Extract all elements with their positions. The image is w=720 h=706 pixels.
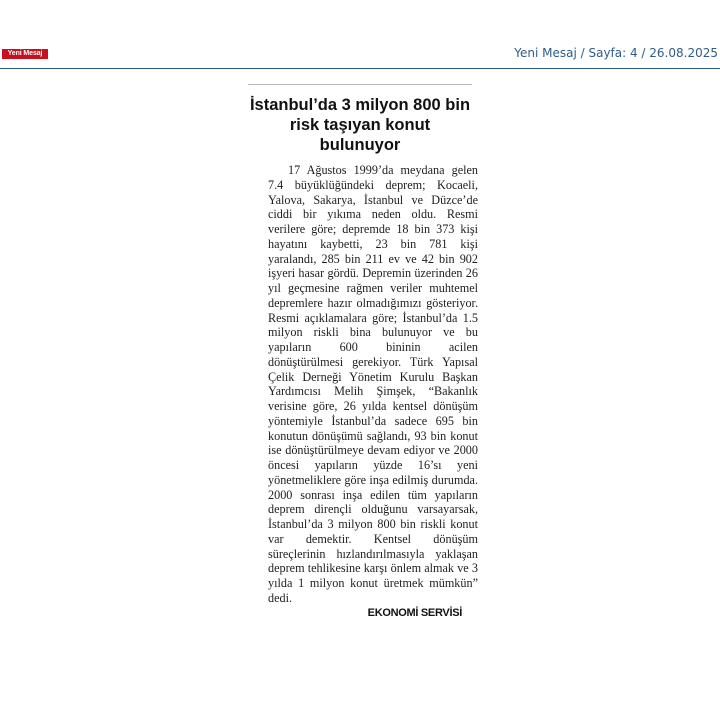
publication-info: Yeni Mesaj / Sayfa: 4 / 26.08.2025: [514, 46, 718, 60]
article-top-divider: [248, 84, 472, 85]
article-body: 17 Ağustos 1999’da meydana gelen 7.4 büyüklüğündeki deprem; Kocaeli, Yalova, Sakarya, İstanbul ve Düzce’de ciddi bir yıkıma neden oldu. Resmi verilere göre; depremde 18 bin 373 kişi hayatını kaybetti, 23 bin 781 kişi yaralandı, 285 bin 211 ev ve 42 bin 902 işyeri hasar gördü. Depremin üzerinden 26 yıl geçmesine rağmen veriler muhtemel depremlere hazır olmadığımızı gösteriyor. Resmi açıklamalara göre; İstanbul’da 1.5 milyon riskli bina bulunuyor ve bu yapıların 600 bininin acilen dönüştürülmesi gerekiyor. Türk Yapısal Çelik Derneği Yönetim Kurulu Başkan Yardımcısı Melih Şimşek, “Bakanlık verisine göre, 26 yılda kentsel dönüşüm yöntemiyle İstanbul’da sadece 695 bin konutun dönüşümü sağlandı, 93 bin konut ise dönüştürülmeye devam ediyor ve 2000 öncesi yapıların yüzde 16’sı yeni yönetmeliklere göre inşa edilmiş durumda. 2000 sonrası inşa edilen tüm yapıların deprem dirençli olduğunu varsayarsak, İstanbul’da 3 milyon 800 bin riskli konut var demektir. Kentsel dönüşüm süreçlerinin hızlandırılmasıyla yaklaşan deprem tehlikesine karşı önlem almak ve 3 yılda 1 milyon konut üretmek mümkün” dedi.: [268, 163, 478, 605]
header-divider: [0, 68, 720, 69]
newspaper-logo: Yeni Mesaj: [2, 49, 48, 59]
article-byline: EKONOMİ SERVİSİ: [367, 606, 462, 619]
news-article: [248, 84, 478, 619]
article-headline: İstanbul’da 3 milyon 800 bin risk taşıyan konut bulunuyor: [249, 96, 471, 154]
